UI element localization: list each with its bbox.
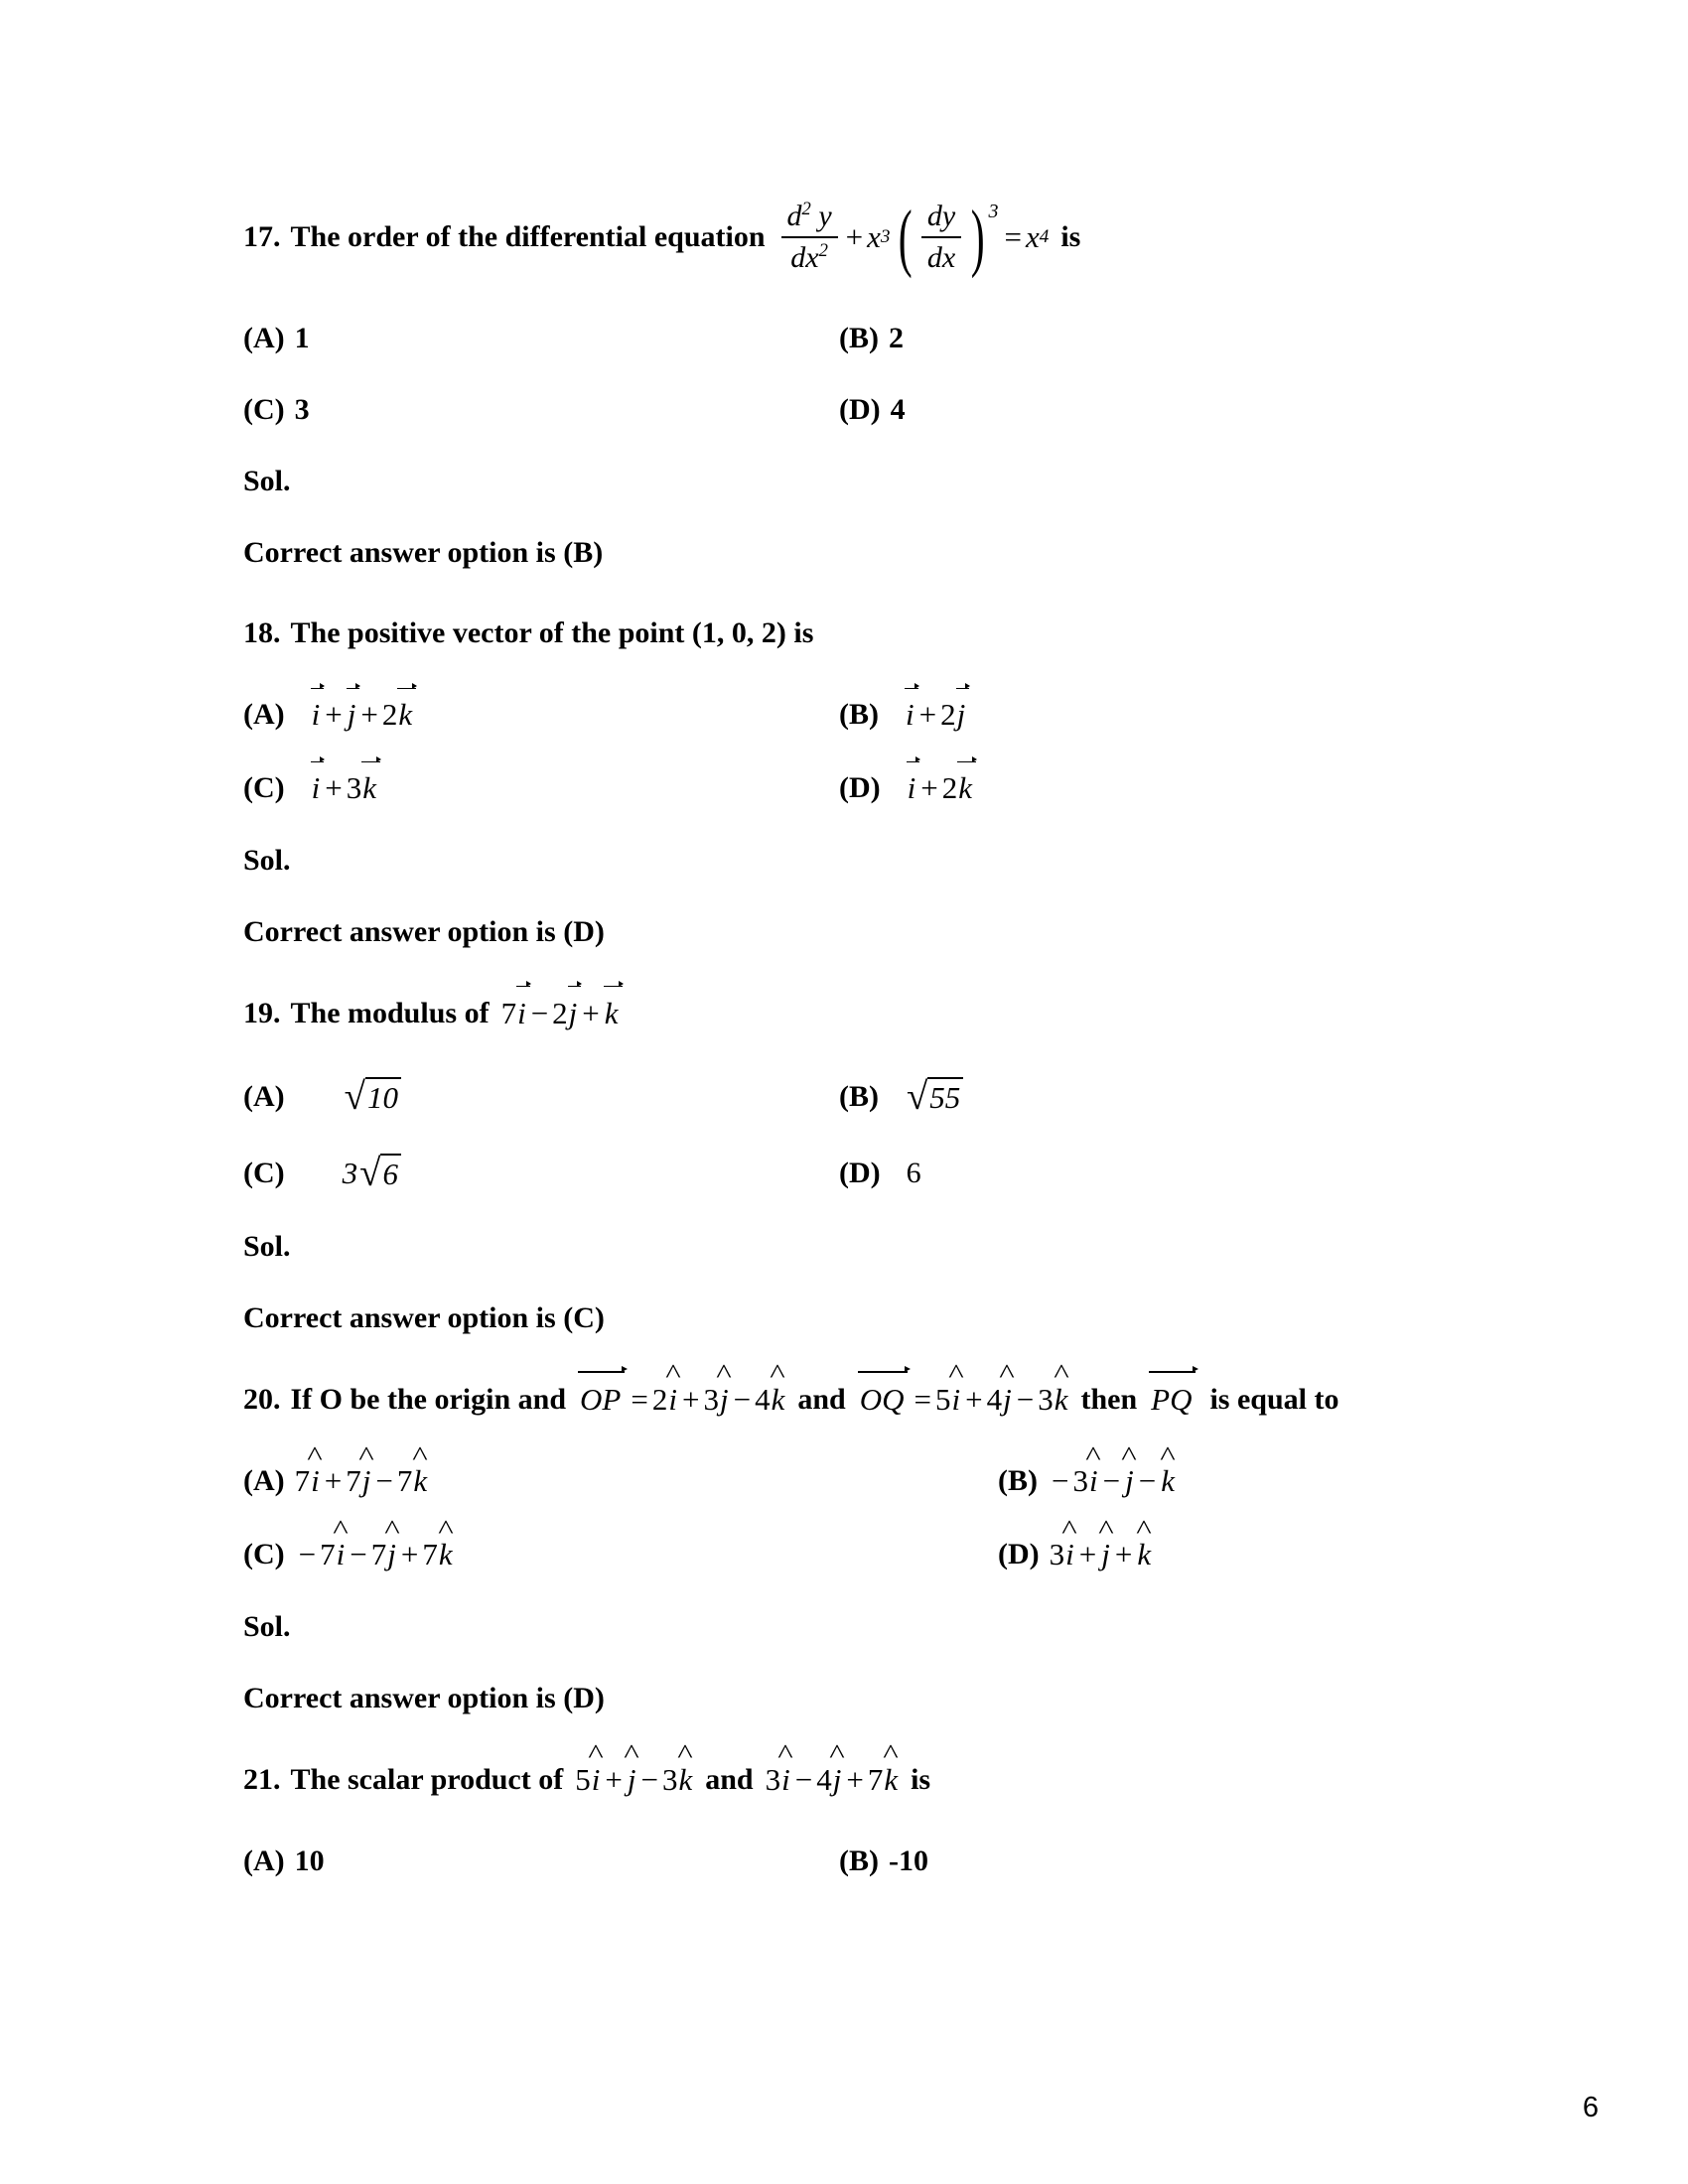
j-hat: j ^ bbox=[627, 1761, 637, 1798]
question-20-pq-vector bbox=[1149, 1381, 1197, 1418]
plus-sign: + bbox=[1114, 1537, 1133, 1572]
coefficient-three: 3 bbox=[765, 1762, 781, 1798]
k-hat: k ^ bbox=[438, 1537, 454, 1572]
i-vector: i bbox=[907, 770, 916, 805]
question-19-vector bbox=[501, 995, 620, 1031]
k-hat: k ^ bbox=[677, 1761, 693, 1798]
answer-option: (D) bbox=[563, 915, 605, 948]
option-17-d[interactable] bbox=[839, 393, 906, 427]
k-hat: k ^ bbox=[883, 1761, 899, 1798]
first-derivative-fraction bbox=[921, 199, 961, 276]
option-19-d[interactable] bbox=[839, 1157, 921, 1190]
minus-sign: − bbox=[733, 1382, 752, 1418]
plus-sign: + bbox=[920, 770, 938, 805]
option-label: (B) bbox=[998, 1464, 1038, 1498]
exponent-two: 2 bbox=[801, 199, 811, 219]
d-glyph: d bbox=[926, 241, 942, 274]
option-label: (D) bbox=[839, 771, 881, 804]
i-hat: i ^ bbox=[336, 1537, 347, 1572]
equals-sign: = bbox=[1004, 219, 1022, 255]
option-21-a[interactable] bbox=[243, 1844, 839, 1878]
answer-option: (C) bbox=[563, 1301, 605, 1335]
y-glyph: y bbox=[941, 200, 956, 232]
radical-sign: √ bbox=[359, 1152, 381, 1195]
question-19-number: 19. bbox=[243, 996, 281, 1029]
sqrt-six bbox=[359, 1152, 401, 1195]
answer-prefix: Correct answer option is bbox=[243, 1301, 556, 1335]
coefficient-three: 3 bbox=[1049, 1537, 1065, 1572]
question-20-oq-equation bbox=[858, 1381, 1069, 1418]
question-17-number: 17. bbox=[243, 220, 281, 253]
option-label: (A) bbox=[243, 322, 285, 354]
option-value bbox=[343, 1075, 401, 1119]
coefficient-two: 2 bbox=[651, 1382, 668, 1418]
i-vector: i bbox=[311, 697, 321, 732]
plus-sign: + bbox=[400, 1537, 419, 1572]
option-label: (A) bbox=[243, 1464, 285, 1498]
plus-sign: + bbox=[918, 697, 937, 732]
question-21-options bbox=[243, 1844, 1509, 1878]
k-hat: k ^ bbox=[1160, 1463, 1176, 1499]
question-19-stem bbox=[243, 995, 1509, 1031]
coefficient-two: 2 bbox=[940, 697, 956, 732]
minus-sign: − bbox=[1052, 1463, 1069, 1499]
j-hat: j ^ bbox=[1002, 1381, 1013, 1418]
k-hat: k ^ bbox=[412, 1463, 428, 1499]
i-vector: i bbox=[311, 770, 321, 805]
second-derivative-fraction bbox=[781, 199, 838, 276]
question-17-answer bbox=[243, 536, 1509, 570]
option-17-c[interactable] bbox=[243, 393, 839, 427]
question-20-answer bbox=[243, 1682, 1509, 1715]
minus-sign: − bbox=[1016, 1382, 1035, 1418]
minus-sign: − bbox=[1102, 1463, 1121, 1499]
op-vector: OP bbox=[580, 1382, 622, 1418]
option-18-d[interactable] bbox=[839, 770, 973, 806]
sqrt-fiftyfive bbox=[907, 1075, 963, 1119]
option-20-a[interactable] bbox=[243, 1463, 839, 1499]
i-hat: i ^ bbox=[591, 1761, 602, 1798]
question-17-text: The order of the differential equation bbox=[290, 220, 766, 253]
page-number: 6 bbox=[1582, 2092, 1599, 2123]
i-hat: i ^ bbox=[310, 1463, 321, 1499]
radical-sign: √ bbox=[344, 1075, 365, 1119]
x-glyph: x bbox=[867, 219, 881, 255]
coefficient-seven: 7 bbox=[346, 1463, 361, 1499]
option-value: 6 bbox=[906, 1156, 921, 1189]
k-hat: k ^ bbox=[1054, 1381, 1069, 1418]
d-glyph: d bbox=[786, 200, 802, 232]
j-hat: j ^ bbox=[361, 1463, 372, 1499]
option-20-b[interactable] bbox=[998, 1463, 1176, 1499]
pq-vector: PQ bbox=[1151, 1382, 1193, 1418]
question-21-vector-2 bbox=[766, 1761, 899, 1798]
plus-sign: + bbox=[324, 1463, 343, 1499]
option-value bbox=[905, 697, 966, 733]
question-18-answer bbox=[243, 915, 1509, 949]
d-glyph: d bbox=[926, 200, 942, 232]
option-row bbox=[243, 1075, 1509, 1119]
question-20-text: If O be the origin and bbox=[290, 1382, 567, 1416]
option-label: (B) bbox=[839, 698, 879, 731]
option-21-b[interactable] bbox=[839, 1844, 928, 1878]
minus-sign: − bbox=[640, 1762, 658, 1798]
equals-sign: = bbox=[631, 1382, 648, 1418]
k-vector: k bbox=[398, 697, 413, 732]
plus-sign: + bbox=[965, 1382, 983, 1418]
plus-sign: + bbox=[360, 697, 378, 732]
option-value bbox=[907, 770, 973, 806]
minus-sign: − bbox=[530, 996, 549, 1030]
question-18-options bbox=[243, 697, 1509, 806]
i-hat: i ^ bbox=[667, 1381, 678, 1418]
question-18-stem bbox=[243, 615, 1509, 651]
answer-prefix: Correct answer option is bbox=[243, 536, 556, 569]
coefficient-seven: 7 bbox=[370, 1537, 387, 1572]
option-label: (B) bbox=[839, 1079, 879, 1113]
i-vector: i bbox=[906, 697, 914, 732]
answer-prefix: Correct answer option is bbox=[243, 915, 556, 948]
option-row bbox=[243, 1463, 1509, 1499]
option-value bbox=[311, 697, 413, 733]
option-row bbox=[243, 393, 1509, 427]
question-20-options bbox=[243, 1463, 1509, 1572]
question-17-equation: $\frac{d^2 y}{dx^2}$ + x 3 ( $\frac{dy}{dx}$ ) 3 = x 4 bbox=[777, 199, 1050, 276]
option-row bbox=[243, 697, 1509, 733]
joiner-and: and bbox=[705, 1762, 754, 1796]
power-three: 3 bbox=[988, 201, 999, 222]
coefficient-five: 5 bbox=[934, 1382, 951, 1418]
joiner-and: and bbox=[797, 1382, 846, 1416]
parenthesized-derivative bbox=[893, 195, 1001, 279]
oq-vector: OQ bbox=[859, 1382, 905, 1418]
coefficient-seven: 7 bbox=[867, 1762, 884, 1798]
j-vector: j bbox=[568, 996, 578, 1030]
i-hat: i ^ bbox=[950, 1381, 961, 1418]
option-label: (A) bbox=[243, 1843, 285, 1877]
option-value bbox=[295, 1537, 454, 1572]
question-20-tail: is equal to bbox=[1209, 1382, 1339, 1416]
coefficient-seven: 7 bbox=[500, 996, 517, 1030]
option-row bbox=[243, 1537, 1509, 1572]
question-18-number: 18. bbox=[243, 616, 281, 649]
radicand: 55 bbox=[927, 1077, 963, 1116]
coefficient-three: 3 bbox=[346, 770, 362, 805]
j-hat: j ^ bbox=[386, 1537, 397, 1572]
option-value: -10 bbox=[889, 1843, 928, 1877]
coefficient-three: 3 bbox=[703, 1382, 719, 1418]
coefficient-seven: 7 bbox=[396, 1463, 413, 1499]
j-hat: j ^ bbox=[719, 1381, 730, 1418]
option-label: (C) bbox=[243, 1538, 285, 1571]
answer-prefix: Correct answer option is bbox=[243, 1682, 556, 1715]
option-17-b[interactable] bbox=[839, 322, 904, 355]
i-vector: i bbox=[517, 996, 526, 1030]
question-20-sol-label: Sol. bbox=[243, 1610, 291, 1644]
coefficient-three: 3 bbox=[1038, 1382, 1054, 1418]
option-20-d[interactable] bbox=[998, 1537, 1152, 1572]
j-hat: j ^ bbox=[1100, 1537, 1111, 1572]
question-19-options bbox=[243, 1075, 1509, 1195]
option-label: (C) bbox=[243, 1156, 285, 1189]
question-20-number: 20. bbox=[243, 1382, 281, 1416]
option-18-a[interactable] bbox=[243, 697, 839, 733]
option-label: (A) bbox=[243, 698, 285, 731]
question-19-answer bbox=[243, 1301, 1509, 1335]
question-20-stem bbox=[243, 1381, 1509, 1418]
question-17-options bbox=[243, 322, 1509, 427]
option-label: (D) bbox=[998, 1538, 1040, 1571]
i-hat: i ^ bbox=[1088, 1463, 1099, 1499]
plus-sign: + bbox=[846, 1762, 864, 1798]
plus-sign: + bbox=[325, 697, 343, 732]
left-paren: ( bbox=[898, 195, 913, 279]
option-18-b[interactable] bbox=[839, 697, 966, 733]
joiner-then: then bbox=[1080, 1382, 1138, 1416]
radical-sign: √ bbox=[907, 1075, 928, 1119]
question-21-text: The scalar product of bbox=[290, 1762, 564, 1796]
option-label: (B) bbox=[839, 1843, 879, 1877]
question-20-op-equation bbox=[578, 1381, 785, 1418]
option-value: 10 bbox=[294, 1843, 325, 1877]
question-21-vector-1 bbox=[575, 1761, 693, 1798]
option-value bbox=[1048, 1463, 1176, 1499]
coefficient-seven: 7 bbox=[320, 1537, 336, 1572]
option-18-c[interactable] bbox=[243, 770, 839, 806]
plus-sign: + bbox=[325, 770, 343, 805]
question-19-sol-label: Sol. bbox=[243, 1230, 291, 1264]
coefficient-seven: 7 bbox=[422, 1537, 438, 1572]
x-glyph: x bbox=[805, 241, 819, 274]
sqrt-ten bbox=[344, 1075, 401, 1119]
i-hat: i ^ bbox=[1064, 1537, 1075, 1572]
answer-option: (B) bbox=[563, 536, 604, 569]
question-19-text: The modulus of bbox=[290, 996, 490, 1029]
coefficient-seven: 7 bbox=[294, 1463, 311, 1499]
coefficient-four: 4 bbox=[816, 1762, 832, 1798]
option-label: (C) bbox=[243, 771, 285, 804]
k-hat: k ^ bbox=[771, 1381, 786, 1418]
coefficient-four: 4 bbox=[755, 1382, 771, 1418]
question-21-number: 21. bbox=[243, 1762, 281, 1796]
option-19-a[interactable] bbox=[243, 1075, 839, 1119]
j-vector: j bbox=[347, 697, 356, 732]
option-19-c[interactable] bbox=[243, 1152, 839, 1195]
plus-sign: + bbox=[605, 1762, 623, 1798]
equals-sign: = bbox=[914, 1382, 931, 1418]
option-value: 1 bbox=[294, 322, 310, 354]
x-glyph: x bbox=[941, 241, 956, 274]
coefficient-two: 2 bbox=[552, 996, 568, 1030]
j-hat: j ^ bbox=[832, 1761, 843, 1798]
option-value bbox=[1050, 1537, 1152, 1572]
option-19-b[interactable] bbox=[839, 1075, 963, 1119]
question-17-stem bbox=[243, 195, 1509, 279]
option-value bbox=[342, 1152, 401, 1195]
right-paren: ) bbox=[970, 195, 985, 279]
option-label: (A) bbox=[243, 1079, 285, 1113]
y-glyph: y bbox=[818, 200, 832, 232]
option-label: (D) bbox=[839, 1156, 881, 1189]
option-label: (C) bbox=[243, 393, 285, 426]
option-value: 2 bbox=[889, 322, 904, 354]
radicand: 10 bbox=[365, 1077, 401, 1116]
minus-sign: − bbox=[794, 1762, 813, 1798]
coefficient-three: 3 bbox=[661, 1762, 678, 1798]
minus-sign: − bbox=[1138, 1463, 1157, 1499]
plus-sign: + bbox=[582, 996, 600, 1030]
option-row bbox=[243, 322, 1509, 355]
coefficient-four: 4 bbox=[986, 1382, 1003, 1418]
option-value bbox=[311, 770, 377, 806]
minus-sign: − bbox=[298, 1537, 317, 1572]
radicand: 6 bbox=[380, 1154, 401, 1192]
option-value bbox=[295, 1463, 428, 1499]
j-hat: j ^ bbox=[1124, 1463, 1135, 1499]
option-row bbox=[243, 770, 1509, 806]
plus-sign: + bbox=[681, 1382, 700, 1418]
option-label: (B) bbox=[839, 322, 879, 354]
k-vector: k bbox=[958, 770, 973, 805]
option-20-c[interactable] bbox=[243, 1537, 839, 1572]
question-18-text: The positive vector of the point (1, 0, 2) is bbox=[290, 616, 814, 649]
option-row bbox=[243, 1152, 1509, 1195]
plus-sign: + bbox=[845, 219, 864, 255]
coefficient-two: 2 bbox=[941, 770, 958, 805]
coefficient-two: 2 bbox=[381, 697, 398, 732]
coefficient-five: 5 bbox=[575, 1762, 591, 1798]
coefficient-three: 3 bbox=[342, 1155, 358, 1190]
option-row bbox=[243, 1844, 1509, 1878]
question-21-stem bbox=[243, 1761, 1509, 1798]
k-vector: k bbox=[362, 770, 377, 805]
i-hat: i ^ bbox=[780, 1761, 791, 1798]
x-glyph: x bbox=[1025, 219, 1040, 255]
question-21-tail: is bbox=[911, 1762, 931, 1796]
option-label: (D) bbox=[839, 393, 881, 426]
coefficient-three: 3 bbox=[1072, 1463, 1088, 1499]
option-17-a[interactable] bbox=[243, 322, 839, 355]
d-glyph: d bbox=[790, 241, 806, 274]
j-vector: j bbox=[956, 697, 966, 732]
answer-option: (D) bbox=[563, 1682, 605, 1715]
question-17-sol-label: Sol. bbox=[243, 465, 291, 497]
option-value bbox=[905, 1075, 963, 1119]
option-value: 3 bbox=[294, 393, 310, 426]
k-vector: k bbox=[604, 996, 619, 1030]
k-hat: k ^ bbox=[1136, 1537, 1152, 1572]
minus-sign: − bbox=[375, 1463, 393, 1499]
question-18-sol-label: Sol. bbox=[243, 844, 291, 877]
plus-sign: + bbox=[1078, 1537, 1097, 1572]
option-value: 4 bbox=[890, 393, 906, 426]
question-17-tail: is bbox=[1060, 220, 1081, 253]
minus-sign: − bbox=[350, 1537, 367, 1572]
exponent-two: 2 bbox=[818, 240, 828, 261]
